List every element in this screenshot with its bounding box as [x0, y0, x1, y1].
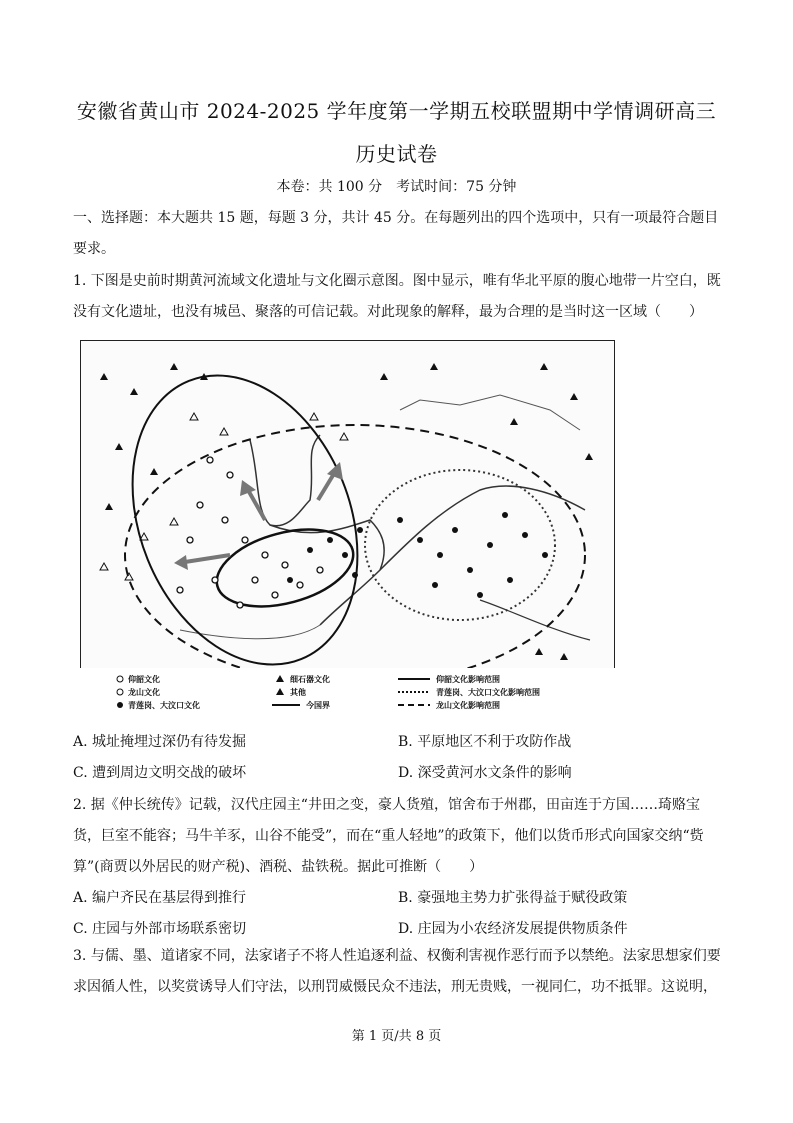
q1-option-c: C. 遭到周边文明交战的破坏	[73, 765, 247, 781]
q1-option-b: B. 平原地区不利于攻防作战	[398, 734, 572, 750]
question-3-stem: 3. 与儒、墨、道诸家不同，法家诸子不将人性追逐利益、权衡利害视作恶行而予以禁绝。法家思想家们要求因循人性，以奖赏诱导人们守法，以刑罚威慑民众不违法，刑无贵贱，一视同仁，功不抵罪。这说明，	[73, 948, 721, 995]
legend-border: 今国界	[306, 701, 330, 710]
q1-option-a: A. 城址掩埋过深仍有待发掘	[73, 734, 247, 750]
question-2-stem: 2. 据《仲长统传》记载，汉代庄园主“井田之变，豪人货殖，馆舍布于州郡，田亩连于方国……琦赂宝货，巨室不能容；马牛羊豕，山谷不能受”，而在“重人轻地”的政策下，他们以货币形式向国家交纳“赀算”(商贾以外居民的财产税)、酒税、盐铁税。据此可推断（ ）	[73, 797, 704, 875]
section-intro: 一、选择题：本大题共 15 题，每题 3 分，共计 45 分。在每题列出的四个选项中，只有一项最符合题目要求。	[73, 210, 719, 257]
exam-title-line1: 安徽省黄山市 2024-2025 学年度第一学期五校联盟期中学情调研高三	[76, 99, 717, 123]
legend-longshan: 龙山文化	[128, 688, 160, 697]
question-1-map	[80, 340, 615, 710]
legend-yangshao: 仰韶文化	[128, 675, 160, 684]
page-footer: 第 1 页/共 8 页	[351, 1029, 442, 1044]
question-1-stem: 1. 下图是史前时期黄河流域文化遗址与文化圈示意图。图中显示，唯有华北平原的腹心地带一片空白，既没有文化遗址，也没有城邑、聚落的可信记载。对此现象的解释，最为合理的是当时这一区域（ ）	[73, 273, 721, 320]
exam-title-line2: 历史试卷	[355, 142, 438, 166]
legend-longshan-range: 龙山文化影响范围	[436, 701, 500, 710]
q2-option-b: B. 豪强地主势力扩张得益于赋役政策	[398, 890, 628, 906]
q1-option-d: D. 深受黄河水文条件的影响	[398, 765, 572, 781]
q2-option-c: C. 庄园与外部市场联系密切	[73, 921, 247, 937]
legend-yangshao-range: 仰韶文化影响范围	[436, 675, 500, 684]
q2-option-d: D. 庄园为小农经济发展提供物质条件	[398, 921, 628, 937]
legend-qinglian-range: 青莲岗、大汶口文化影响范围	[436, 688, 540, 697]
legend-qinglian: 青莲岗、大汶口文化	[128, 701, 200, 710]
legend-other: 其他	[290, 688, 306, 697]
exam-meta: 本卷：共 100 分 考试时间：75 分钟	[276, 179, 517, 195]
q2-option-a: A. 编户齐民在基层得到推行	[73, 890, 247, 906]
legend-microlith: 细石器文化	[290, 675, 330, 684]
